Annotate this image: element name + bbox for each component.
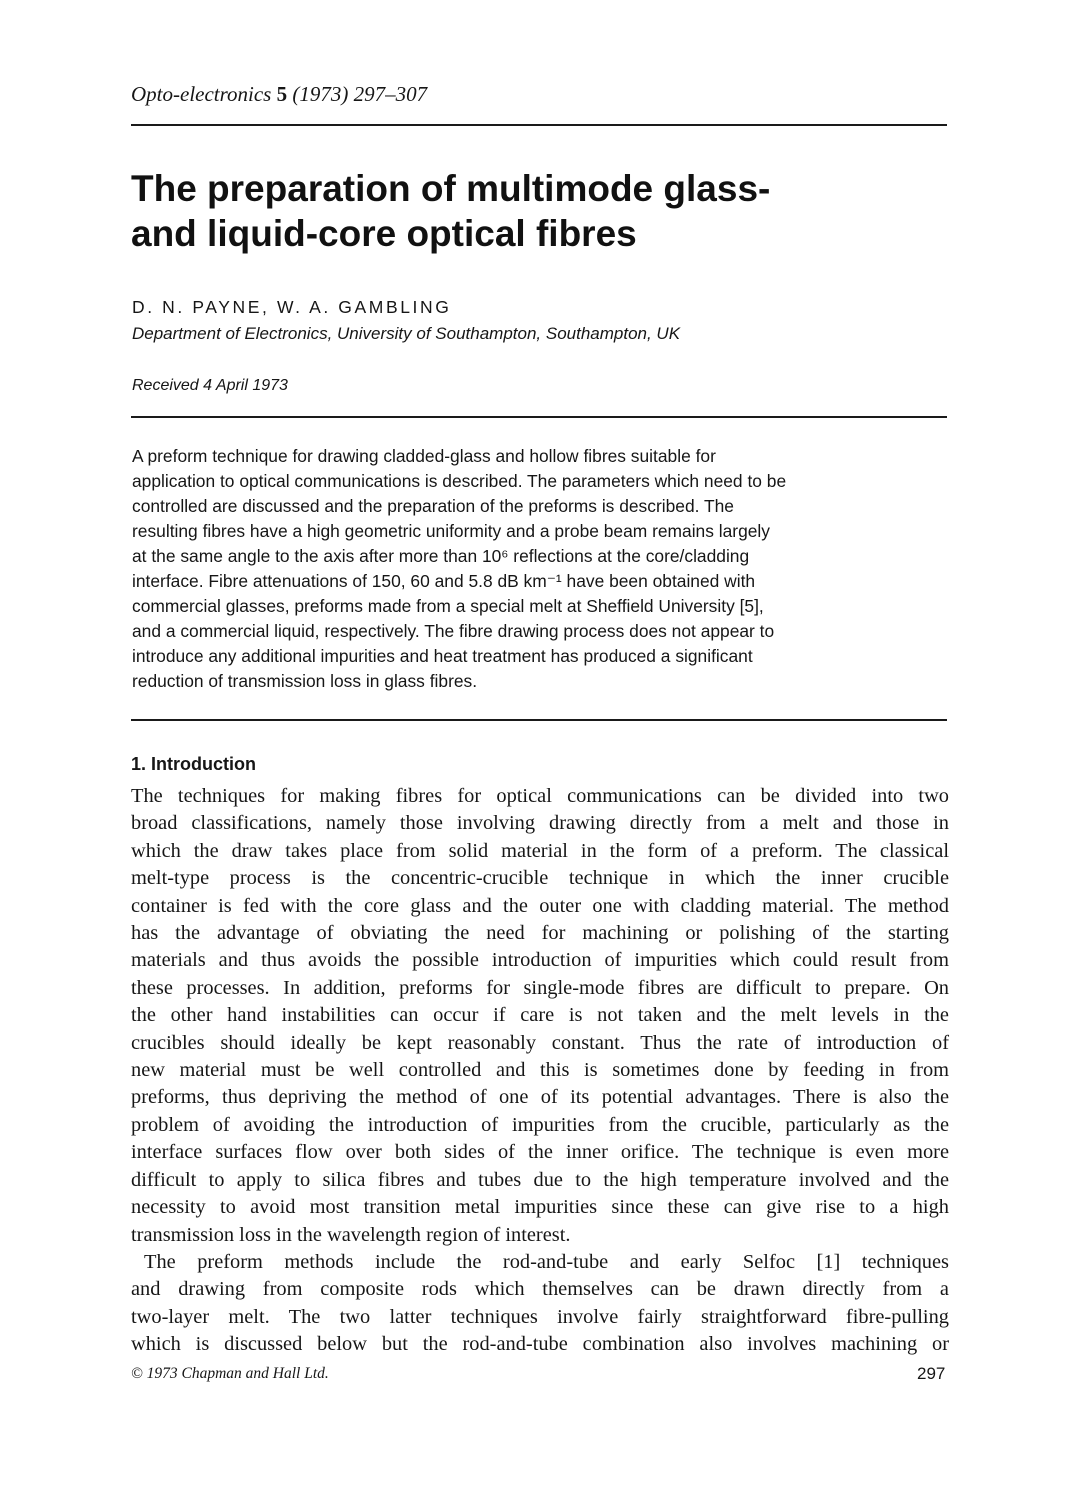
article-title bbox=[131, 166, 951, 256]
body-line: two-layer melt. The two latter techniques involve fairly straightforward fibre-pulling bbox=[131, 1305, 949, 1328]
affiliation: Department of Electronics, University of Southampton, Southampton, UK bbox=[132, 324, 681, 343]
abstract-line: reduction of transmission loss in glass fibres. bbox=[132, 671, 478, 691]
body-line: crucibles should ideally be kept reasonably constant. Thus the rate of introduction of bbox=[131, 1031, 949, 1054]
abstract-line: interface. Fibre attenuations of 150, 60 and 5.8 dB km⁻¹ have been obtained with bbox=[132, 571, 756, 591]
header-rule bbox=[131, 124, 947, 126]
journal-citation bbox=[131, 82, 427, 107]
page-number: 297 bbox=[917, 1364, 946, 1383]
body-line: and drawing from composite rods which themselves can be drawn directly from a bbox=[131, 1278, 949, 1301]
body-line: broad classifications, namely those involving drawing directly from a melt and those in bbox=[131, 812, 949, 835]
body-line: new material must be well controlled and this is sometimes done by feeding in from bbox=[131, 1059, 949, 1082]
body-line: which the draw takes place from solid material in the form of a preform. The classical bbox=[131, 839, 949, 862]
body-line: The techniques for making fibres for optical communications can be divided into two bbox=[131, 785, 949, 807]
body-line: interface surfaces flow over both sides of the inner orifice. The technique is even more bbox=[131, 1141, 949, 1164]
section-heading: 1. Introduction bbox=[131, 754, 256, 774]
body-line: materials and thus avoids the possible introduction of impurities which could result from bbox=[131, 949, 949, 972]
abstract-line: resulting fibres have a high geometric uniformity and a probe beam remains largely bbox=[132, 521, 770, 541]
journal-volume: 5 bbox=[276, 82, 288, 106]
title-line-1: The preparation of multimode glass- bbox=[131, 168, 771, 209]
body-line: has the advantage of obviating the need for machining or polishing of the starting bbox=[131, 922, 949, 945]
abstract-line: application to optical communications is described. The parameters which need to be bbox=[132, 471, 787, 491]
body-line: The preform methods include the rod-and-tube and early Selfoc [1] techniques bbox=[144, 1250, 949, 1273]
body-line: container is fed with the core glass and the outer one with cladding material. The method bbox=[131, 894, 949, 917]
abstract-line: A preform technique for drawing cladded-glass and hollow fibres suitable for bbox=[132, 446, 716, 466]
journal-year: (1973) bbox=[292, 82, 349, 106]
body-line: transmission loss in the wavelength region of interest. bbox=[131, 1223, 571, 1246]
body-line: problem of avoiding the introduction of impurities from the crucible, particularly as the bbox=[131, 1113, 949, 1136]
abstract-line: introduce any additional impurities and heat treatment has produced a significant bbox=[132, 646, 753, 666]
title-line-2: and liquid-core optical fibres bbox=[131, 213, 637, 254]
journal-pages: 297–307 bbox=[353, 82, 428, 106]
body-line: preforms, thus depriving the method of one of its potential advantages. There is also the bbox=[131, 1086, 949, 1109]
abstract-line: controlled are discussed and the preparation of the preforms is described. The bbox=[132, 496, 734, 516]
copyright-notice: © 1973 Chapman and Hall Ltd. bbox=[131, 1365, 329, 1382]
body-line: difficult to apply to silica fibres and tubes due to the high temperature involved and the bbox=[131, 1168, 949, 1191]
abstract-line: and a commercial liquid, respectively. The fibre drawing process does not appear to bbox=[132, 621, 775, 641]
body-line: necessity to avoid most transition metal impurities since these can give rise to a high bbox=[131, 1196, 949, 1219]
abstract-line: at the same angle to the axis after more than 10⁶ reflections at the core/cladding bbox=[132, 546, 750, 566]
abstract-bottom-rule bbox=[131, 719, 947, 721]
body-text bbox=[131, 783, 949, 1359]
body-line: melt-type process is the concentric-crucible technique in which the inner crucible bbox=[131, 867, 949, 890]
abstract-top-rule bbox=[131, 416, 947, 418]
authors: D. N. PAYNE, W. A. GAMBLING bbox=[132, 297, 452, 317]
body-line: which is discussed below but the rod-and-tube combination also involves machining or bbox=[131, 1333, 949, 1356]
body-line: these processes. In addition, preforms for single-mode fibres are difficult to prepare. On bbox=[131, 976, 949, 999]
received-date: Received 4 April 1973 bbox=[132, 377, 288, 394]
journal-name: Opto-electronics bbox=[131, 82, 272, 106]
abstract bbox=[132, 444, 962, 694]
body-line: the other hand instabilities can occur if care is not taken and the melt levels in the bbox=[131, 1004, 949, 1027]
abstract-line: commercial glasses, preforms made from a special melt at Sheffield University [5], bbox=[132, 596, 764, 616]
